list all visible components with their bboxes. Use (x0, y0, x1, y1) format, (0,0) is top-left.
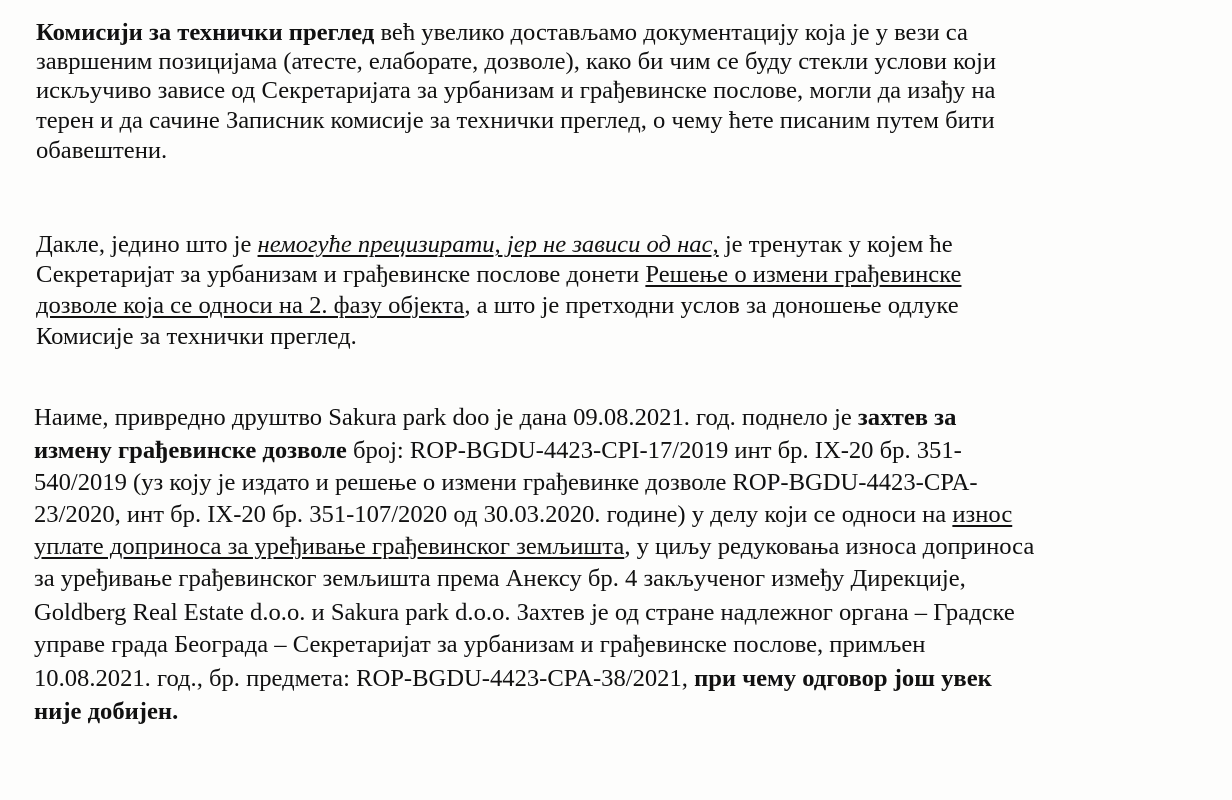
underlined-phrase: Решење о измени грађевинске (645, 261, 962, 288)
text-span: , а што је претходни услов за доношење одлуке (464, 292, 959, 319)
bold-phrase: захтев за (857, 404, 957, 431)
text-line: 540/2019 (уз коју је издато и решење о измени грађевинке дозволе ROP-BGDU-4423-CPA- (34, 469, 978, 496)
text-line: терен и да сачине Записник комисије за технички преглед, о чему ћете писаним путем бити (36, 107, 995, 134)
text-line (34, 436, 962, 466)
text-line: искључиво зависе од Секретаријата за урбанизам и грађевинске послове, могли да изађу на (36, 77, 996, 104)
text-span: 10.08.2021. год., бр. предмета: ROP-BGDU-4423-CPA-38/2021, (34, 665, 695, 692)
underlined-phrase: дозволе која се односи на 2. фазу објекта (36, 292, 465, 319)
text-line: обавештени. (36, 137, 168, 164)
text-span: Дакле, једино што је (36, 231, 258, 258)
text-line (34, 532, 1034, 562)
text-span: је тренутак у којем ће (718, 231, 953, 258)
text-span: , у циљу редуковања износа доприноса (624, 533, 1035, 560)
underlined-phrase: уплате доприноса за уређивање грађевинског земљишта (34, 533, 625, 560)
text-line (34, 697, 178, 727)
text-line (36, 260, 961, 290)
bold-phrase: Комисији за технички преглед (36, 19, 375, 46)
text-line (34, 403, 956, 433)
text-line: Goldberg Real Estate d.o.o. и Sakura park d.o.o. Захтев је од стране надлежног органа – Градске (34, 599, 1015, 626)
text-span: Наиме, привредно друштво Sakura park doo је дана 09.08.2021. год. поднело је (34, 404, 858, 431)
italic-underlined-phrase: немогуће прецизирати, јер не зависи од нас, (257, 231, 719, 258)
text-line (34, 500, 1012, 530)
text-line: Комисије за технички преглед. (36, 323, 357, 350)
text-line (36, 291, 959, 321)
text-span: 23/2020, инт бр. IX-20 бр. 351-107/2020 од 30.03.2020. године) у делу који се односи на (34, 501, 953, 528)
text-line (34, 664, 992, 694)
text-span: Секретаријат за урбанизам и грађевинске послове донети (36, 261, 646, 288)
text-line: завршеним позицијама (атесте, елаборате, дозволе), како би чим се буду стекли услови који (36, 48, 997, 75)
underlined-phrase: износ (952, 501, 1013, 528)
bold-phrase: није добијен. (34, 698, 179, 725)
bold-phrase: при чему одговор још увек (694, 665, 992, 692)
text-line (36, 18, 968, 48)
bold-phrase: измену грађевинске дозволе (34, 437, 347, 464)
text-line (36, 230, 953, 260)
text-span: број: ROP-BGDU-4423-CPI-17/2019 инт бр. IX-20 бр. 351- (346, 437, 962, 464)
text-line: за уређивање грађевинског земљишта према Анексу бр. 4 закљученог између Дирекције, (34, 565, 966, 592)
text-span: већ увелико достављамо документацију која је у вези са (374, 19, 968, 46)
text-line: управе града Београда – Секретаријат за урбанизам и грађевинске послове, примљен (34, 631, 926, 658)
